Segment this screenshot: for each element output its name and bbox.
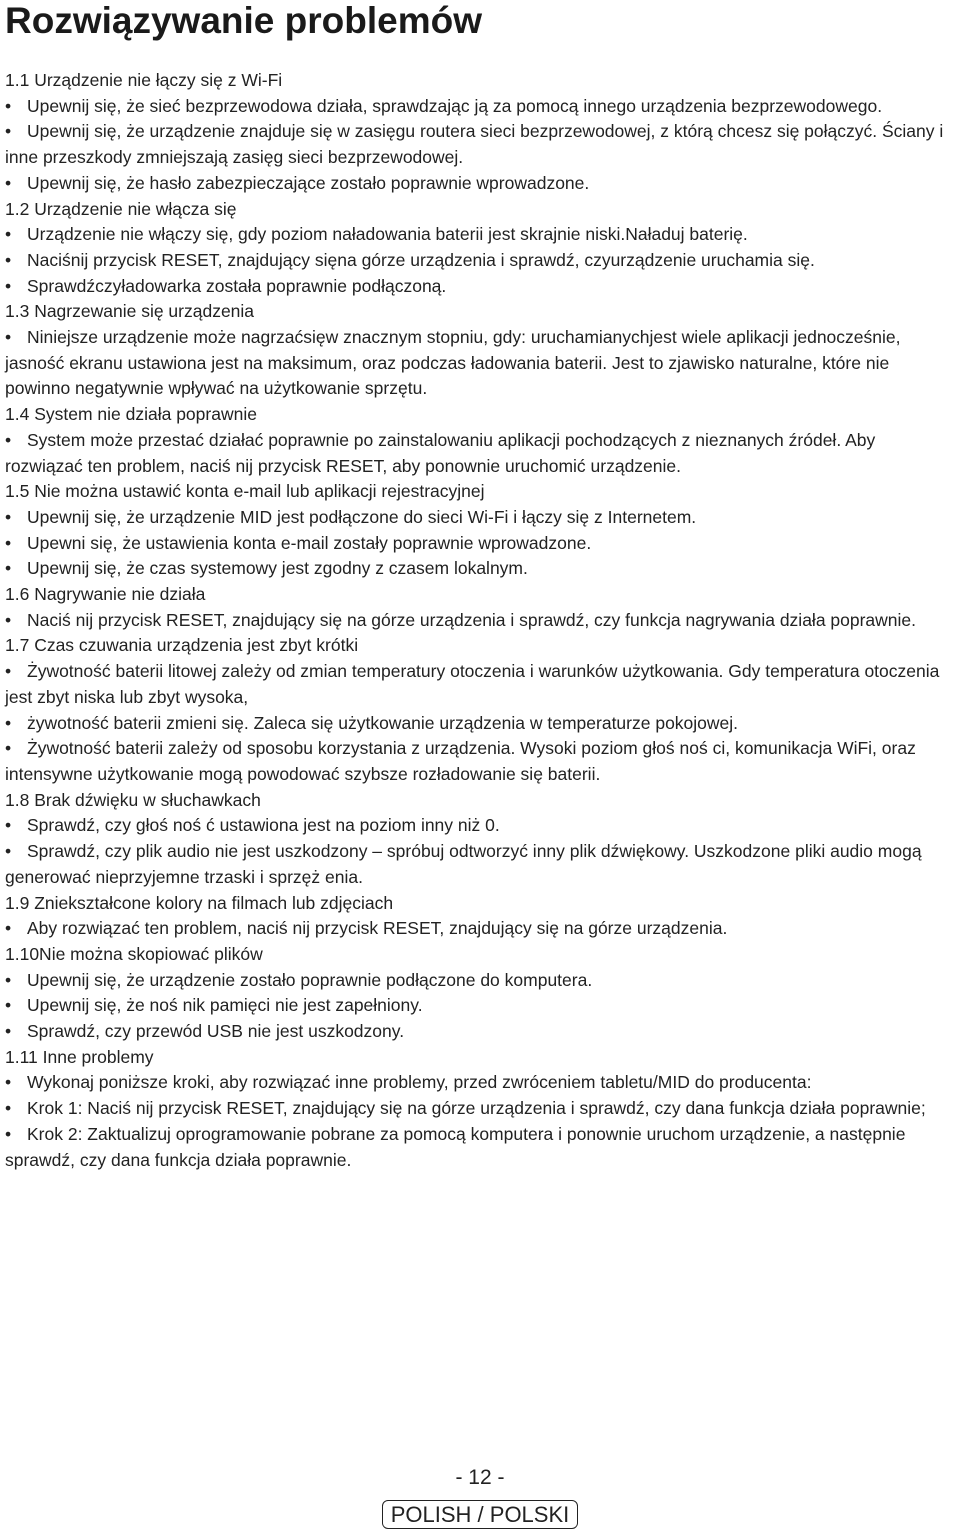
section-heading: 1.1 Urządzenie nie łączy się z Wi-Fi (5, 70, 283, 90)
list-item-text: Aby rozwiązać ten problem, naciś nij przycisk RESET, znajdujący się na górze urządzenia. (27, 918, 728, 939)
list-item-text: Urządzenie nie włączy się, gdy poziom naładowania baterii jest skrajnie niski.Naładuj baterię. (27, 224, 748, 245)
bullet-icon: • (5, 121, 12, 142)
list-item-text: Sprawdźczyładowarka została poprawnie podłączoną. (27, 275, 447, 296)
list-item (5, 94, 957, 120)
list-item-text: Sprawdź, czy plik audio nie jest uszkodzony – spróbuj odtworzyć inny plik dźwiękowy. Uszkodzone pliki audio mogą generować nieprzyjemne trzaski i sprzęż enia. (5, 841, 922, 887)
list-item (5, 711, 957, 737)
page-number: - 12 - (455, 1466, 505, 1489)
list-item-text: Upewnij się, że urządzenie zostało poprawnie podłączone do komputera. (27, 969, 593, 990)
section-heading: 1.8 Brak dźwięku w słuchawkach (5, 789, 261, 810)
list-item-text: Krok 1: Naciś nij przycisk RESET, znajdujący się na górze urządzenia i sprawdź, czy dana funkcja działa poprawnie; (27, 1098, 926, 1119)
bullet-icon: • (5, 918, 12, 939)
list-item (5, 608, 957, 634)
list-item-text: Sprawdź, czy przewód USB nie jest uszkodzony. (27, 1021, 405, 1042)
list-item (5, 248, 957, 274)
list-item (5, 916, 957, 942)
section-heading: 1.2 Urządzenie nie włącza się (5, 198, 237, 219)
list-item (5, 968, 957, 994)
section-heading: 1.4 System nie działa poprawnie (5, 404, 257, 425)
list-item-text: Sprawdź, czy głoś noś ć ustawiona jest na poziom inny niż 0. (27, 815, 500, 836)
list-item (5, 274, 957, 300)
list-item (5, 993, 957, 1019)
section-heading: 1.3 Nagrzewanie się urządzenia (5, 301, 255, 322)
section-heading: 1.6 Nagrywanie nie działa (5, 584, 206, 605)
bullet-icon: • (5, 249, 12, 270)
list-item (5, 505, 957, 531)
list-item-text: Żywotność baterii litowej zależy od zmian temperatury otoczenia i warunków użytkowania. Gdy temperatura otoczenia jest zbyt niska lub zbyt wysoka, (5, 661, 940, 707)
list-item-text: Upewnij się, że czas systemowy jest zgodny z czasem lokalnym. (27, 558, 528, 579)
section-heading: 1.5 Nie można ustawić konta e-mail lub aplikacji rejestracyjnej (5, 481, 485, 502)
list-item-text: Niniejsze urządzenie może nagrzaćsięw znacznym stopniu, gdy: uruchamianychjest wiele aplikacji jednocześnie, jasność ekranu ustawiona jest na maksimum, oraz podczas ładowania baterii. Jest to zjawisko naturalne, które nie powinno negatywnie wpływać na użytkowanie sprzętu. (5, 327, 901, 399)
list-item (5, 325, 957, 402)
list-item-text: żywotność baterii zmieni się. Zaleca się użytkowanie urządzenia w temperaturze pokojowej. (27, 712, 739, 733)
list-item (5, 531, 957, 557)
list-item (5, 1070, 957, 1096)
list-item (5, 1096, 957, 1122)
section-heading: 1.9 Zniekształcone kolory na filmach lub zdjęciach (5, 892, 394, 913)
bullet-icon: • (5, 738, 12, 759)
list-item (5, 556, 957, 582)
troubleshooting-content (5, 68, 957, 1173)
list-item (5, 222, 957, 248)
language-footer (0, 1500, 960, 1529)
list-item-text: Upewni się, że ustawienia konta e-mail zostały poprawnie wprowadzone. (27, 532, 592, 553)
bullet-icon: • (5, 1098, 12, 1119)
bullet-icon: • (5, 969, 12, 990)
section-heading: 1.7 Czas czuwania urządzenia jest zbyt krótki (5, 635, 359, 656)
bullet-icon: • (5, 995, 12, 1016)
list-item-text: System może przestać działać poprawnie po zainstalowaniu aplikacji pochodzących z nieznanych źródeł. Aby rozwiązać ten problem, naciś nij przycisk RESET, aby ponownie uruchomić urządzenie. (5, 429, 876, 476)
bullet-icon: • (5, 815, 12, 836)
list-item-text: Wykonaj poniższe kroki, aby rozwiązać inne problemy, przed zwróceniem tabletu/MID do producenta: (27, 1072, 812, 1093)
page-title: Rozwiązywanie problemów (5, 0, 482, 41)
list-item (5, 119, 957, 170)
bullet-icon: • (5, 532, 12, 553)
list-item (5, 659, 957, 710)
list-item (5, 428, 957, 479)
list-item (5, 813, 957, 839)
list-item-text: Naciś nij przycisk RESET, znajdujący się na górze urządzenia i sprawdź, czy funkcja nagrywania działa poprawnie. (27, 609, 917, 630)
list-item (5, 171, 957, 197)
list-item (5, 736, 957, 787)
bullet-icon: • (5, 1072, 12, 1093)
bullet-icon: • (5, 558, 12, 579)
bullet-icon: • (5, 172, 12, 193)
list-item-text: Upewnij się, że urządzenie MID jest podłączone do sieci Wi-Fi i łączy się z Internetem. (27, 506, 697, 527)
bullet-icon: • (5, 609, 12, 630)
bullet-icon: • (5, 327, 12, 348)
bullet-icon: • (5, 1123, 12, 1144)
section-heading: 1.11 Inne problemy (5, 1046, 154, 1067)
bullet-icon: • (5, 506, 12, 527)
list-item (5, 1122, 957, 1173)
list-item (5, 839, 957, 890)
list-item-text: Upewnij się, że urządzenie znajduje się w zasięgu routera sieci bezprzewodowej, z którą chcesz się połączyć. Ściany i inne przeszkody zmniejszają zasięg sieci bezprzewodowej. (5, 121, 944, 168)
list-item-text: Upewnij się, że sieć bezprzewodowa działa, sprawdzając ją za pomocą innego urządzenia bezprzewodowego. (27, 95, 883, 116)
section-heading: 1.10Nie można skopiować plików (5, 943, 263, 964)
bullet-icon: • (5, 712, 12, 733)
bullet-icon: • (5, 661, 12, 682)
bullet-icon: • (5, 224, 12, 245)
document-page (5, 0, 957, 1173)
bullet-icon: • (5, 95, 12, 116)
list-item-text: Żywotność baterii zależy od sposobu korzystania z urządzenia. Wysoki poziom głoś noś ci, komunikacja WiFi, oraz intensywne użytkowanie mogą powodować szybsze rozładowanie się baterii. (5, 738, 916, 784)
list-item-text: Naciśnij przycisk RESET, znajdujący sięna górze urządzenia i sprawdź, czyurządzenie uruchamia się. (27, 249, 815, 270)
bullet-icon: • (5, 429, 12, 450)
bullet-icon: • (5, 1021, 12, 1042)
bullet-icon: • (5, 841, 12, 862)
list-item-text: Upewnij się, że hasło zabezpieczające zostało poprawnie wprowadzone. (27, 172, 590, 193)
bullet-icon: • (5, 275, 12, 296)
list-item (5, 1019, 957, 1045)
list-item-text: Upewnij się, że noś nik pamięci nie jest zapełniony. (27, 995, 423, 1016)
list-item-text: Krok 2: Zaktualizuj oprogramowanie pobrane za pomocą komputera i ponownie uruchom urządzenie, a następnie sprawdź, czy dana funkcja działa poprawnie. (5, 1123, 906, 1170)
language-label: POLISH / POLSKI (382, 1500, 579, 1529)
